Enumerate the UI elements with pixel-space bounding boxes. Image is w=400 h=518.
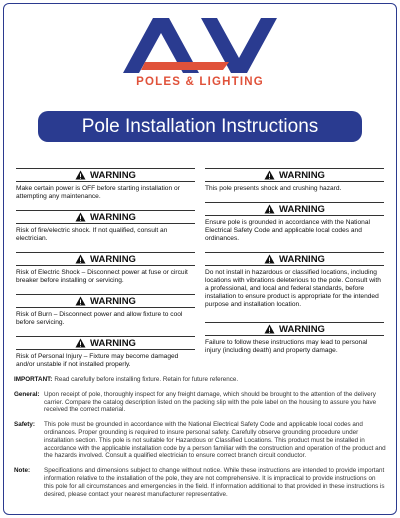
general-note [14, 391, 386, 414]
warning-label: WARNING [90, 169, 136, 181]
warning-label: WARNING [90, 295, 136, 307]
av-logo-mark [123, 18, 277, 74]
warning-text: Risk of Personal Injury – Fixture may become damaged and/or unstable if not installed properly. [16, 353, 179, 368]
warning-triangle-icon [75, 338, 86, 348]
warning-box [16, 252, 195, 290]
warning-triangle-icon [75, 170, 86, 180]
important-note [14, 376, 386, 384]
safety-label: Safety: [14, 421, 35, 429]
warning-text: Make certain power is OFF before starting installation or attempting any maintenance. [16, 185, 180, 200]
warning-box [205, 168, 384, 198]
warning-header [16, 253, 195, 266]
warning-triangle-icon [264, 324, 275, 334]
warnings-right-column [205, 168, 384, 366]
warnings-left-column [16, 168, 195, 376]
title-banner [38, 111, 362, 142]
warning-box [205, 202, 384, 248]
warning-label: WARNING [279, 253, 325, 265]
warning-text: Ensure pole is grounded in accordance with the National Electrical Safety Code and applicable local codes and ordinances. [205, 219, 370, 242]
warning-box [205, 322, 384, 362]
general-text: Upon receipt of pole, thoroughly inspect for any freight damage, which should be brought to the attention of the delivery carrier. Compare the catalog description listed on the packing slip with the pole label on the housing to assure you have received the correct material. [44, 390, 377, 414]
logo-tagline: POLES & LIGHTING [136, 76, 264, 88]
safety-note [14, 421, 386, 460]
warning-label: WARNING [279, 169, 325, 181]
warning-header [16, 295, 195, 308]
page-title: Pole Installation Instructions [81, 115, 319, 137]
warning-text: This pole presents shock and crushing hazard. [205, 185, 342, 192]
warning-box [16, 336, 195, 372]
warning-box [205, 252, 384, 318]
warning-header [205, 323, 384, 336]
important-label: IMPORTANT: [14, 376, 53, 383]
note-text: Specifications and dimensions subject to change without notice. While these instructions are intended to provide important information relative to the installation of the pole, they are not comprehensive. It is impractical to provide instructions on this pole for all circumstances and emergencies in the field. If information additional to that provided in these instructions is desired, please contact your nearest manufacturer representative. [44, 467, 385, 498]
company-logo [0, 10, 400, 100]
warning-header [16, 169, 195, 182]
warning-triangle-icon [75, 254, 86, 264]
safety-text: This pole must be grounded in accordance with the National Electrical Safety Code and applicable local codes and ordinances. Proper grounding is required to insure personal safety. Carefully observe grounding procedure under installation section. This pole is not suitable for Hazardous or Classified Locations. This product must be installed in accordance with the applicable installation code by a person familiar with the construction and operation of the product and the hazards involved. Consult a qualified electrician to ensure correct branch circuit conductor. [44, 421, 386, 460]
warning-triangle-icon [264, 254, 275, 264]
warning-box [16, 210, 195, 248]
warning-label: WARNING [90, 337, 136, 349]
general-label: General: [14, 390, 40, 398]
warning-text: Risk of fire/electric shock. If not qualified, consult an electrician. [16, 227, 168, 242]
warning-header [16, 211, 195, 224]
warning-header [16, 337, 195, 350]
warning-triangle-icon [75, 212, 86, 222]
instructions-notes [14, 376, 386, 505]
warning-triangle-icon [75, 296, 86, 306]
warning-text: Risk of Electric Shock – Disconnect power at fuse or circuit breaker before installing or servicing. [16, 269, 188, 284]
warning-label: WARNING [90, 253, 136, 265]
warning-text: Do not install in hazardous or classified locations, including locations with vibrations deleterious to the pole. Consult with a professional, and local and federal standards, before installation to ensure product is appropriate for the intended purpose and installation location. [205, 269, 381, 308]
warning-header [205, 169, 384, 182]
warning-header [205, 203, 384, 216]
warning-header [205, 253, 384, 266]
warning-box [16, 294, 195, 332]
warning-label: WARNING [90, 211, 136, 223]
warning-triangle-icon [264, 170, 275, 180]
warning-triangle-icon [264, 204, 275, 214]
warning-label: WARNING [279, 323, 325, 335]
warning-text: Failure to follow these instructions may lead to personal injury (including death) and property damage. [205, 339, 368, 354]
warning-text: Risk of Burn – Disconnect power and allow fixture to cool before servicing. [16, 311, 183, 326]
warning-label: WARNING [279, 203, 325, 215]
general-notice [14, 467, 386, 498]
warning-box [16, 168, 195, 206]
important-text: Read carefully before installing fixture. Retain for future reference. [54, 376, 239, 383]
note-label: Note: [14, 467, 31, 475]
